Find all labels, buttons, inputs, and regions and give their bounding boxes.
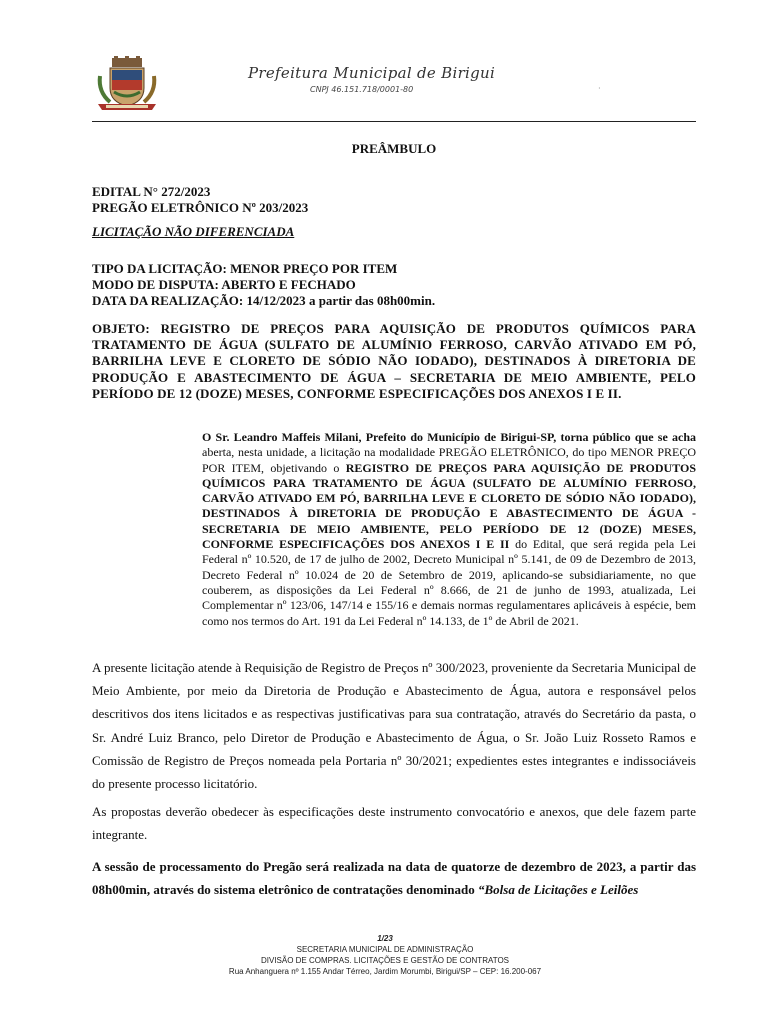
bid-type: TIPO DA LICITAÇÃO: MENOR PREÇO POR ITEM — [92, 261, 398, 276]
institution-name: Prefeitura Municipal de Birigui — [248, 64, 496, 82]
cnpj-number: CNPJ 46.151.718/0001-80 — [310, 85, 414, 94]
pregao-number: PREGÃO ELETRÔNICO Nº 203/2023 — [92, 200, 309, 215]
proposals-paragraph: As propostas deverão obedecer às especificações deste instrumento convocatório e anexos, que dele fazem parte integrante. — [92, 804, 696, 843]
footer-secretariat: SECRETARIA MUNICIPAL DE ADMINISTRAÇÃO — [296, 945, 474, 954]
bid-date — [92, 293, 696, 309]
edital-number: EDITAL N° 272/2023 — [92, 184, 211, 199]
footer-division: DIVISÃO DE COMPRAS. LICITAÇÕES E GESTÃO DE CONTRATOS — [260, 956, 510, 965]
edital-block — [92, 184, 696, 216]
session-paragraph — [92, 855, 696, 901]
footer-address: Rua Anhanguera nº 1.155 Andar Térreo, Jardim Morumbi, Birigui/SP – CEP: 16.200-067 — [228, 967, 542, 976]
summary-legal-basis: do Edital, que será regida pela Lei Federal nº 10.520, de 17 de julho de 2002, Decreto Municipal nº 5.141, de 09 de Dezembro de 2013, Decreto Federal nº 10.024 de 20 de Setembro de 2019, aplicando-se subsidiariamente, no que couberem, as disposições da Lei Federal nº 8.666, de 21 de junho de 1993, atualizada, Lei Complementar nº 123/06, 147/14 e 155/16 e demais normas regulamentares aplicáveis à espécie, bem como nos termos do Art. 191 da Lei Federal nº 14.133, de 1º de Abril de 2021. — [202, 537, 696, 628]
bid-date-label: DATA DA REALIZAÇÃO: 14/12/2023 — [92, 293, 306, 308]
object-statement: OBJETO: REGISTRO DE PREÇOS PARA AQUISIÇÃO DE PRODUTOS QUÍMICOS PARA TRATAMENTO DE ÁGUA (SULFATO DE ALUMÍNIO FERROSO, CARVÃO ATIVADO EM PÓ, BARRILHA LEVE E CLORETO DE SÓDIO NÃO IODADO), DESTINADOS À DIRETORIA DE PRODUÇÃO E ABASTECIMENTO DE ÁGUA – SECRETARIA DE MEIO AMBIENTE, PELO PERÍODO DE 12 (DOZE) MESES, CONFORME ESPECIFICAÇÕES DOS ANEXOS I E II. — [92, 321, 696, 401]
preamble-title: PREÂMBULO — [351, 141, 437, 156]
header-mark: · — [598, 84, 601, 93]
legal-summary — [202, 430, 696, 629]
page-number: 1/23 — [377, 934, 393, 943]
session-platform: “Bolsa de Licitações e Leilões — [478, 882, 639, 898]
licitacao-type: LICITAÇÃO NÃO DIFERENCIADA — [92, 224, 295, 239]
summary-modality: aberta, nesta unidade, a licitação na modalidade PREGÃO ELETRÔNICO, do tipo MENOR PREÇO POR ITEM, objetivando o — [202, 445, 696, 475]
letterhead — [92, 52, 698, 122]
session-details: A sessão de processamento do Pregão será realizada na data de quatorze de dezembro de 2023, a partir das 08h00min, através do sistema eletrônico de contratações denominado — [92, 859, 696, 898]
requisition-paragraph: A presente licitação atende à Requisição de Registro de Preços nº 300/2023, proveniente da Secretaria Municipal de Meio Ambiente, por meio da Diretoria de Produção e Abastecimento de Água, autora e responsável pelos descritivos dos itens licitados e as respectivas justificativas para sua contratação, através do Secretário da pasta, o Sr. André Luiz Branco, pelo Diretor de Produção e Abastecimento de Água, o Sr. João Luiz Rosseto Ramos e Comissão de Registro de Preços nomeada pela Portaria nº 30/2021; expedientes estes integrantes e indissociáveis do presente processo licitatório. — [92, 660, 696, 792]
dispute-mode: MODO DE DISPUTA: ABERTO E FECHADO — [92, 277, 356, 292]
page-footer — [0, 933, 770, 977]
bid-date-time: a partir das 08h00min. — [308, 293, 436, 308]
summary-intro: O Sr. Leandro Maffeis Milani, Prefeito do Município de Birigui-SP, torna público que se acha — [202, 430, 696, 444]
municipal-coat-of-arms-icon — [94, 56, 160, 114]
header-divider — [92, 121, 696, 122]
bid-info — [92, 261, 696, 309]
summary-object: REGISTRO DE PREÇOS PARA AQUISIÇÃO DE PRODUTOS QUÍMICOS PARA TRATAMENTO DE ÁGUA (SULFATO DE ALUMÍNIO FERROSO, CARVÃO ATIVADO EM PÓ, BARRILHA LEVE E CLORETO DE SÓDIO NÃO IODADO), DESTINADOS À DIRETORIA DE PRODUÇÃO E ABASTECIMENTO DE ÁGUA - SECRETARIA DE MEIO AMBIENTE, PELO PERÍODO DE 12 (DOZE) MESES, CONFORME ESPECIFICAÇÕES DOS ANEXOS I E II — [202, 460, 697, 552]
